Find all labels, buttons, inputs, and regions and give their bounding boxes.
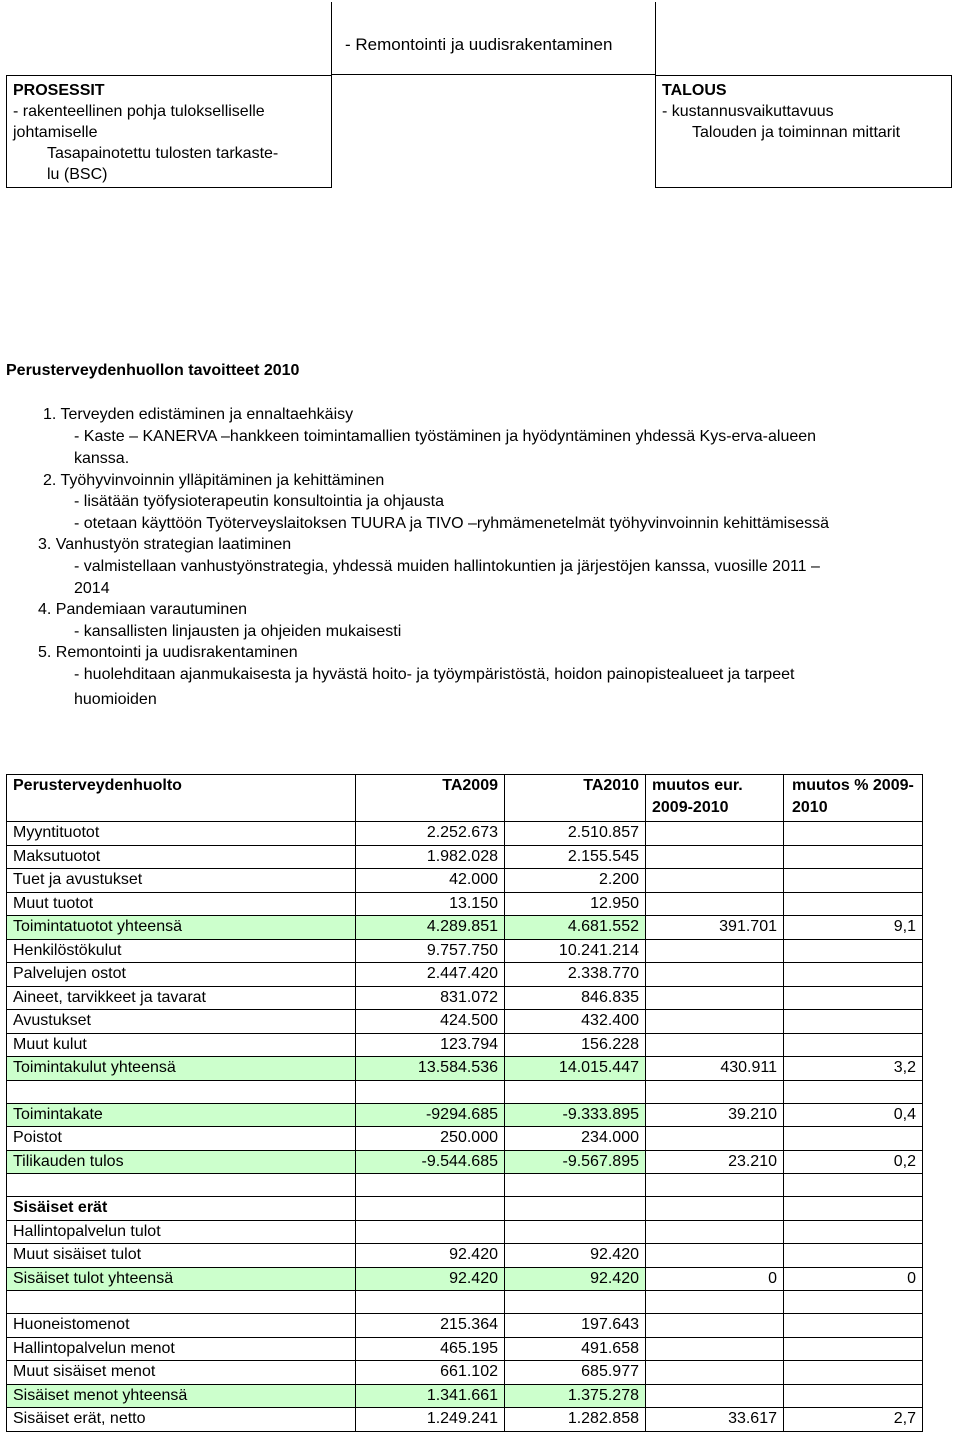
cell-ta2010 <box>505 1197 646 1221</box>
table-row <box>7 1244 923 1268</box>
prosessit-title: PROSESSIT <box>13 82 105 99</box>
table-row <box>7 1150 923 1174</box>
cell-ta2010: 14.015.447 <box>505 1057 646 1081</box>
header-name: Perusterveydenhuolto <box>7 775 356 822</box>
cell-ta2009: 42.000 <box>356 869 505 893</box>
cell-ta2009: 250.000 <box>356 1127 505 1151</box>
cell-ta2009: 2.447.420 <box>356 963 505 987</box>
table-spacer-cell <box>505 1080 646 1103</box>
row-label: Hallintopalvelun tulot <box>7 1220 356 1244</box>
cell-change-eur <box>646 939 784 963</box>
cell-ta2010: 685.977 <box>505 1361 646 1385</box>
table-spacer-cell <box>356 1291 505 1314</box>
top-cell-text: - Remontointi ja uudisrakentaminen <box>345 35 613 54</box>
goal-2-heading: 2. Työhyvinvoinnin ylläpitäminen ja kehittäminen <box>43 472 385 489</box>
row-label: Tuet ja avustukset <box>7 869 356 893</box>
prosessit-line2: johtamiselle <box>13 124 98 141</box>
table-row <box>7 845 923 869</box>
cell-change-eur <box>646 1314 784 1338</box>
row-label: Toimintatuotot yhteensä <box>7 916 356 940</box>
cell-change-eur: 39.210 <box>646 1103 784 1127</box>
cell-change-pct: 0,2 <box>784 1150 923 1174</box>
cell-change-eur <box>646 1033 784 1057</box>
cell-change-eur <box>646 822 784 846</box>
cell-ta2010 <box>505 1220 646 1244</box>
cell-change-eur <box>646 845 784 869</box>
table-row <box>7 1337 923 1361</box>
top-cell-left-border <box>331 2 332 74</box>
goal-4-heading: 4. Pandemiaan varautuminen <box>38 601 248 618</box>
row-label: Toimintakate <box>7 1103 356 1127</box>
row-label: Sisäiset menot yhteensä <box>7 1384 356 1408</box>
prosessit-line1: - rakenteellinen pohja tulokselliselle <box>13 103 265 120</box>
budget-table-body <box>7 775 923 1432</box>
header-change-eur: muutos eur. 2009-2010 <box>646 775 784 822</box>
table-row <box>7 986 923 1010</box>
cell-ta2010: 197.643 <box>505 1314 646 1338</box>
cell-change-eur <box>646 1220 784 1244</box>
cell-ta2009: 215.364 <box>356 1314 505 1338</box>
row-label: Palvelujen ostot <box>7 963 356 987</box>
cell-ta2010: 432.400 <box>505 1010 646 1034</box>
cell-ta2009: 92.420 <box>356 1267 505 1291</box>
table-spacer-cell <box>784 1291 923 1314</box>
cell-change-pct <box>784 1197 923 1221</box>
table-row <box>7 1361 923 1385</box>
row-label: Muut sisäiset menot <box>7 1361 356 1385</box>
cell-ta2010: 92.420 <box>505 1244 646 1268</box>
table-row <box>7 963 923 987</box>
cell-change-pct <box>784 1033 923 1057</box>
table-spacer-cell <box>7 1080 356 1103</box>
cell-change-eur <box>646 1361 784 1385</box>
cell-change-eur <box>646 892 784 916</box>
cell-change-eur <box>646 1197 784 1221</box>
cell-change-pct <box>784 892 923 916</box>
row-label: Hallintopalvelun menot <box>7 1337 356 1361</box>
cell-ta2009: 13.584.536 <box>356 1057 505 1081</box>
table-spacer-cell <box>7 1291 356 1314</box>
cell-change-pct: 0 <box>784 1267 923 1291</box>
cell-ta2010: 2.510.857 <box>505 822 646 846</box>
cell-change-pct <box>784 845 923 869</box>
cell-change-pct <box>784 1384 923 1408</box>
header-change-pct: muutos % 2009-2010 <box>784 775 923 822</box>
talous-line2: Talouden ja toiminnan mittarit <box>692 124 901 141</box>
cell-ta2009: 123.794 <box>356 1033 505 1057</box>
table-row <box>7 1314 923 1338</box>
cell-change-pct: 2,7 <box>784 1408 923 1432</box>
table-header-row <box>7 775 923 822</box>
cell-ta2009: 2.252.673 <box>356 822 505 846</box>
top-cell-right-border <box>655 2 656 74</box>
cell-change-pct <box>784 1361 923 1385</box>
goal-5-detail-cont: huomioiden <box>74 691 157 708</box>
cell-ta2010: 12.950 <box>505 892 646 916</box>
row-label: Henkilöstökulut <box>7 939 356 963</box>
cell-change-pct: 9,1 <box>784 916 923 940</box>
cell-ta2009: 9.757.750 <box>356 939 505 963</box>
cell-change-pct <box>784 1314 923 1338</box>
cell-change-pct <box>784 1220 923 1244</box>
table-row <box>7 892 923 916</box>
cell-change-eur: 430.911 <box>646 1057 784 1081</box>
cell-change-pct: 0,4 <box>784 1103 923 1127</box>
cell-change-pct <box>784 1010 923 1034</box>
cell-change-eur <box>646 1244 784 1268</box>
cell-ta2010: 92.420 <box>505 1267 646 1291</box>
goal-4-detail: - kansallisten linjausten ja ohjeiden mukaisesti <box>74 623 402 640</box>
cell-change-eur <box>646 1337 784 1361</box>
table-spacer-cell <box>784 1174 923 1197</box>
cell-change-eur: 33.617 <box>646 1408 784 1432</box>
table-row <box>7 916 923 940</box>
row-label: Maksutuotot <box>7 845 356 869</box>
table-row <box>7 1408 923 1432</box>
cell-ta2009 <box>356 1220 505 1244</box>
table-spacer-cell <box>7 1174 356 1197</box>
goal-2-detail-1: - lisätään työfysioterapeutin konsultointia ja ohjausta <box>74 493 444 510</box>
row-label: Aineet, tarvikkeet ja tavarat <box>7 986 356 1010</box>
cell-ta2009: 1.249.241 <box>356 1408 505 1432</box>
row-label: Muut kulut <box>7 1033 356 1057</box>
table-row <box>7 939 923 963</box>
table-spacer-cell <box>646 1080 784 1103</box>
cell-ta2010: 2.155.545 <box>505 845 646 869</box>
cell-ta2009: -9.544.685 <box>356 1150 505 1174</box>
table-row <box>7 1267 923 1291</box>
table-spacer-cell <box>646 1291 784 1314</box>
cell-ta2010: 2.200 <box>505 869 646 893</box>
goal-1-detail: - Kaste – KANERVA –hankkeen toimintamallien työstäminen ja hyödyntäminen yhdessä Kys-erva-alueen <box>74 428 817 445</box>
goal-1-detail-cont: kanssa. <box>74 450 130 467</box>
goal-2-detail-2: - otetaan käyttöön Työterveyslaitoksen TUURA ja TIVO –ryhmämenetelmät työhyvinvoinnin kehittämisessä <box>74 515 830 532</box>
cell-change-pct: 3,2 <box>784 1057 923 1081</box>
table-row <box>7 1384 923 1408</box>
table-row <box>7 1197 923 1221</box>
goal-3-detail-cont: 2014 <box>74 580 110 597</box>
cell-change-pct <box>784 822 923 846</box>
cell-ta2009: 4.289.851 <box>356 916 505 940</box>
cell-ta2010: 10.241.214 <box>505 939 646 963</box>
cell-ta2010: -9.567.895 <box>505 1150 646 1174</box>
table-spacer-cell <box>505 1174 646 1197</box>
goal-3-detail: - valmistellaan vanhustyönstrategia, yhdessä muiden hallintokuntien ja järjestöjen kanssa, vuosille 2011 – <box>74 558 820 575</box>
table-row <box>7 822 923 846</box>
cell-change-eur <box>646 869 784 893</box>
cell-change-eur <box>646 963 784 987</box>
row-label: Tilikauden tulos <box>7 1150 356 1174</box>
cell-change-pct <box>784 1127 923 1151</box>
budget-table <box>6 774 923 1432</box>
table-spacer-cell <box>646 1174 784 1197</box>
prosessit-line3: Tasapainotettu tulosten tarkaste- <box>47 145 279 162</box>
header-ta2009: TA2009 <box>356 775 505 822</box>
cell-ta2010: -9.333.895 <box>505 1103 646 1127</box>
row-label: Sisäiset erät, netto <box>7 1408 356 1432</box>
row-label: Avustukset <box>7 1010 356 1034</box>
table-spacer-cell <box>784 1080 923 1103</box>
cell-ta2009: -9294.685 <box>356 1103 505 1127</box>
row-label: Sisäiset tulot yhteensä <box>7 1267 356 1291</box>
cell-ta2010: 4.681.552 <box>505 916 646 940</box>
cell-ta2009: 465.195 <box>356 1337 505 1361</box>
cell-change-eur <box>646 1127 784 1151</box>
cell-change-pct <box>784 939 923 963</box>
goal-1-heading: 1. Terveyden edistäminen ja ennaltaehkäisy <box>43 406 354 423</box>
cell-ta2009: 424.500 <box>356 1010 505 1034</box>
cell-ta2010: 234.000 <box>505 1127 646 1151</box>
cell-change-eur: 23.210 <box>646 1150 784 1174</box>
cell-change-pct <box>784 869 923 893</box>
cell-change-eur <box>646 1010 784 1034</box>
cell-change-eur <box>646 986 784 1010</box>
row-label: Muut sisäiset tulot <box>7 1244 356 1268</box>
header-ta2010: TA2010 <box>505 775 646 822</box>
top-cell-bottom-border <box>331 74 656 75</box>
row-label: Sisäiset erät <box>7 1197 356 1221</box>
table-spacer-row <box>7 1174 923 1197</box>
cell-ta2010: 846.835 <box>505 986 646 1010</box>
cell-change-eur: 0 <box>646 1267 784 1291</box>
goal-5-heading: 5. Remontointi ja uudisrakentaminen <box>38 644 298 661</box>
row-label: Poistot <box>7 1127 356 1151</box>
table-spacer-cell <box>356 1174 505 1197</box>
cell-change-pct <box>784 1244 923 1268</box>
cell-ta2009: 1.341.661 <box>356 1384 505 1408</box>
cell-ta2010: 156.228 <box>505 1033 646 1057</box>
table-spacer-row <box>7 1291 923 1314</box>
cell-ta2010: 1.282.858 <box>505 1408 646 1432</box>
row-label: Muut tuotot <box>7 892 356 916</box>
row-label: Myyntituotot <box>7 822 356 846</box>
table-row <box>7 1057 923 1081</box>
goal-3-heading: 3. Vanhustyön strategian laatiminen <box>38 536 292 553</box>
prosessit-line4: lu (BSC) <box>47 166 108 183</box>
cell-ta2010: 491.658 <box>505 1337 646 1361</box>
cell-ta2009: 831.072 <box>356 986 505 1010</box>
table-row <box>7 1103 923 1127</box>
cell-change-pct <box>784 1337 923 1361</box>
row-label: Huoneistomenot <box>7 1314 356 1338</box>
table-row <box>7 1220 923 1244</box>
talous-title: TALOUS <box>662 82 727 99</box>
prosessit-box <box>6 75 332 188</box>
cell-ta2010: 1.375.278 <box>505 1384 646 1408</box>
table-row <box>7 869 923 893</box>
cell-change-eur: 391.701 <box>646 916 784 940</box>
talous-line1: - kustannusvaikuttavuus <box>662 103 834 120</box>
table-spacer-row <box>7 1080 923 1103</box>
table-spacer-cell <box>356 1080 505 1103</box>
talous-box <box>655 75 952 188</box>
cell-ta2009: 661.102 <box>356 1361 505 1385</box>
table-row <box>7 1033 923 1057</box>
cell-change-pct <box>784 963 923 987</box>
cell-ta2009 <box>356 1197 505 1221</box>
cell-change-pct <box>784 986 923 1010</box>
cell-ta2009: 92.420 <box>356 1244 505 1268</box>
table-row <box>7 1010 923 1034</box>
table-row <box>7 1127 923 1151</box>
goals-title: Perusterveydenhuollon tavoitteet 2010 <box>6 362 300 379</box>
table-spacer-cell <box>505 1291 646 1314</box>
cell-change-eur <box>646 1384 784 1408</box>
cell-ta2009: 1.982.028 <box>356 845 505 869</box>
row-label: Toimintakulut yhteensä <box>7 1057 356 1081</box>
cell-ta2009: 13.150 <box>356 892 505 916</box>
cell-ta2010: 2.338.770 <box>505 963 646 987</box>
goal-5-detail: - huolehditaan ajanmukaisesta ja hyvästä hoito- ja työympäristöstä, hoidon painopistealueet ja tarpeet <box>74 666 795 683</box>
